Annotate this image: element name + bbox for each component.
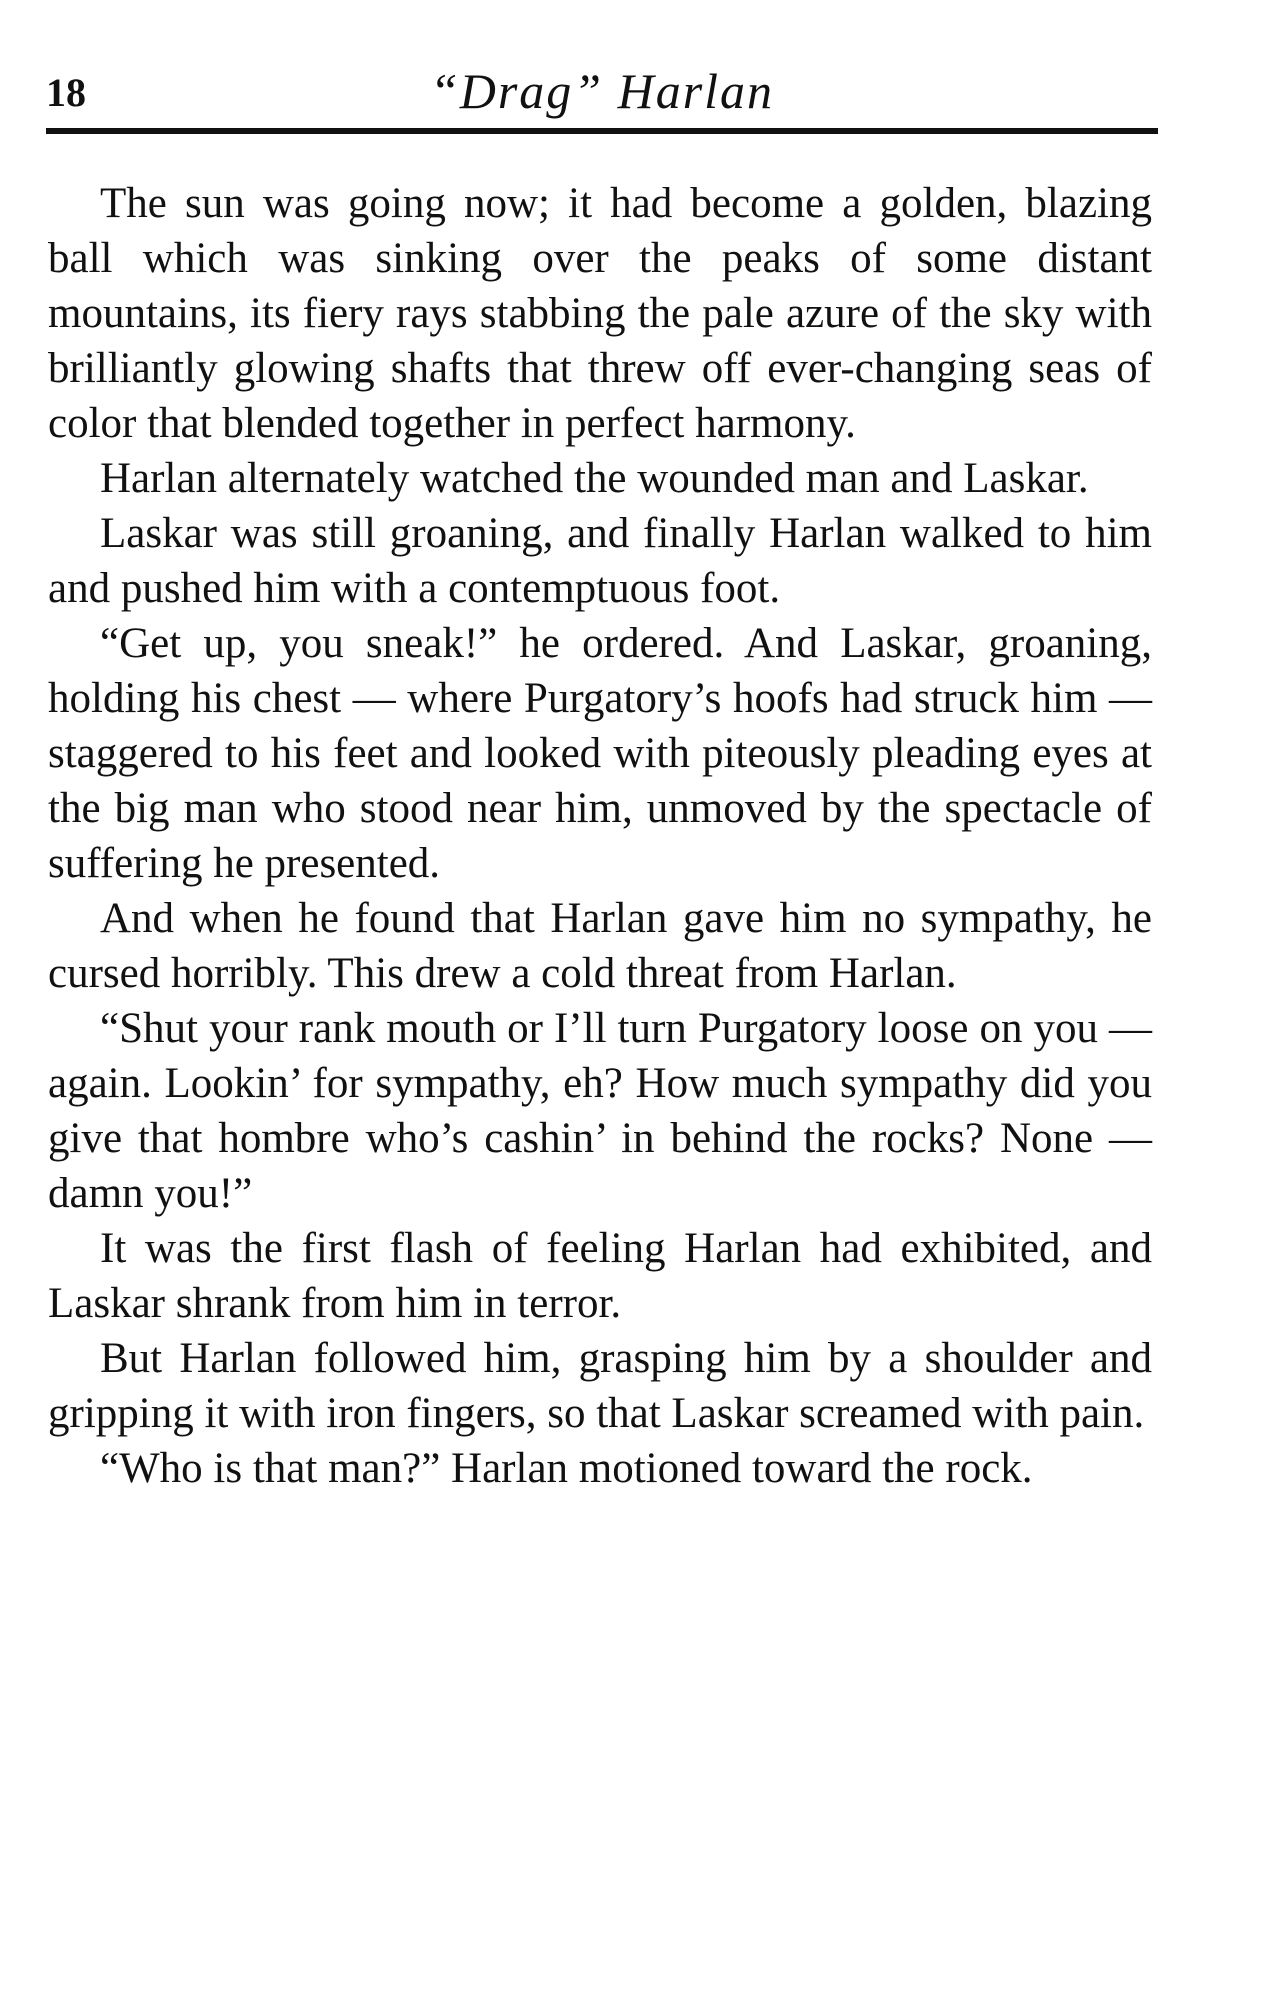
paragraph: And when he found that Harlan gave him no sympathy, he cursed horribly. This drew a cold threat from Harlan. [48, 895, 1152, 997]
paragraph: It was the first flash of feeling Harlan had exhibited, and Laskar shrank from him in terror. [48, 1225, 1152, 1327]
running-title: “Drag” Harlan [429, 63, 775, 119]
paragraph: Harlan alternately watched the wounded man and Laskar. [100, 455, 1089, 502]
paragraph: But Harlan followed him, grasping him by a shoulder and gripping it with iron fingers, so that Laskar screamed with pain. [48, 1335, 1152, 1437]
paragraph: “Who is that man?” Harlan motioned toward the rock. [100, 1445, 1033, 1492]
paragraph: “Shut your rank mouth or I’ll turn Purgatory loose on you — again. Lookin’ for sympathy, eh? How much sympathy did you give that hombre who’s cashin’ in behind the rocks? None — damn you!” [48, 1005, 1152, 1217]
body-text [48, 176, 1152, 1496]
paragraph: “Get up, you sneak!” he ordered. And Laskar, groaning, holding his chest — where Purgatory’s hoofs had struck him — staggered to his feet and looked with piteously pleading eyes at the big man who stood near him, unmoved by the spectacle of suffering he presented. [48, 620, 1152, 887]
paragraph: The sun was going now; it had become a golden, blazing ball which was sinking over the peaks of some distant mountains, its fiery rays stabbing the pale azure of the sky with brilliantly glowing shafts that threw off ever-changing seas of color that blended together in perfect harmony. [48, 180, 1152, 447]
paragraph: Laskar was still groaning, and finally Harlan walked to him and pushed him with a contemptuous foot. [48, 510, 1152, 612]
header-rule [46, 128, 1158, 134]
running-head [46, 62, 1158, 126]
page-number: 18 [46, 70, 86, 115]
